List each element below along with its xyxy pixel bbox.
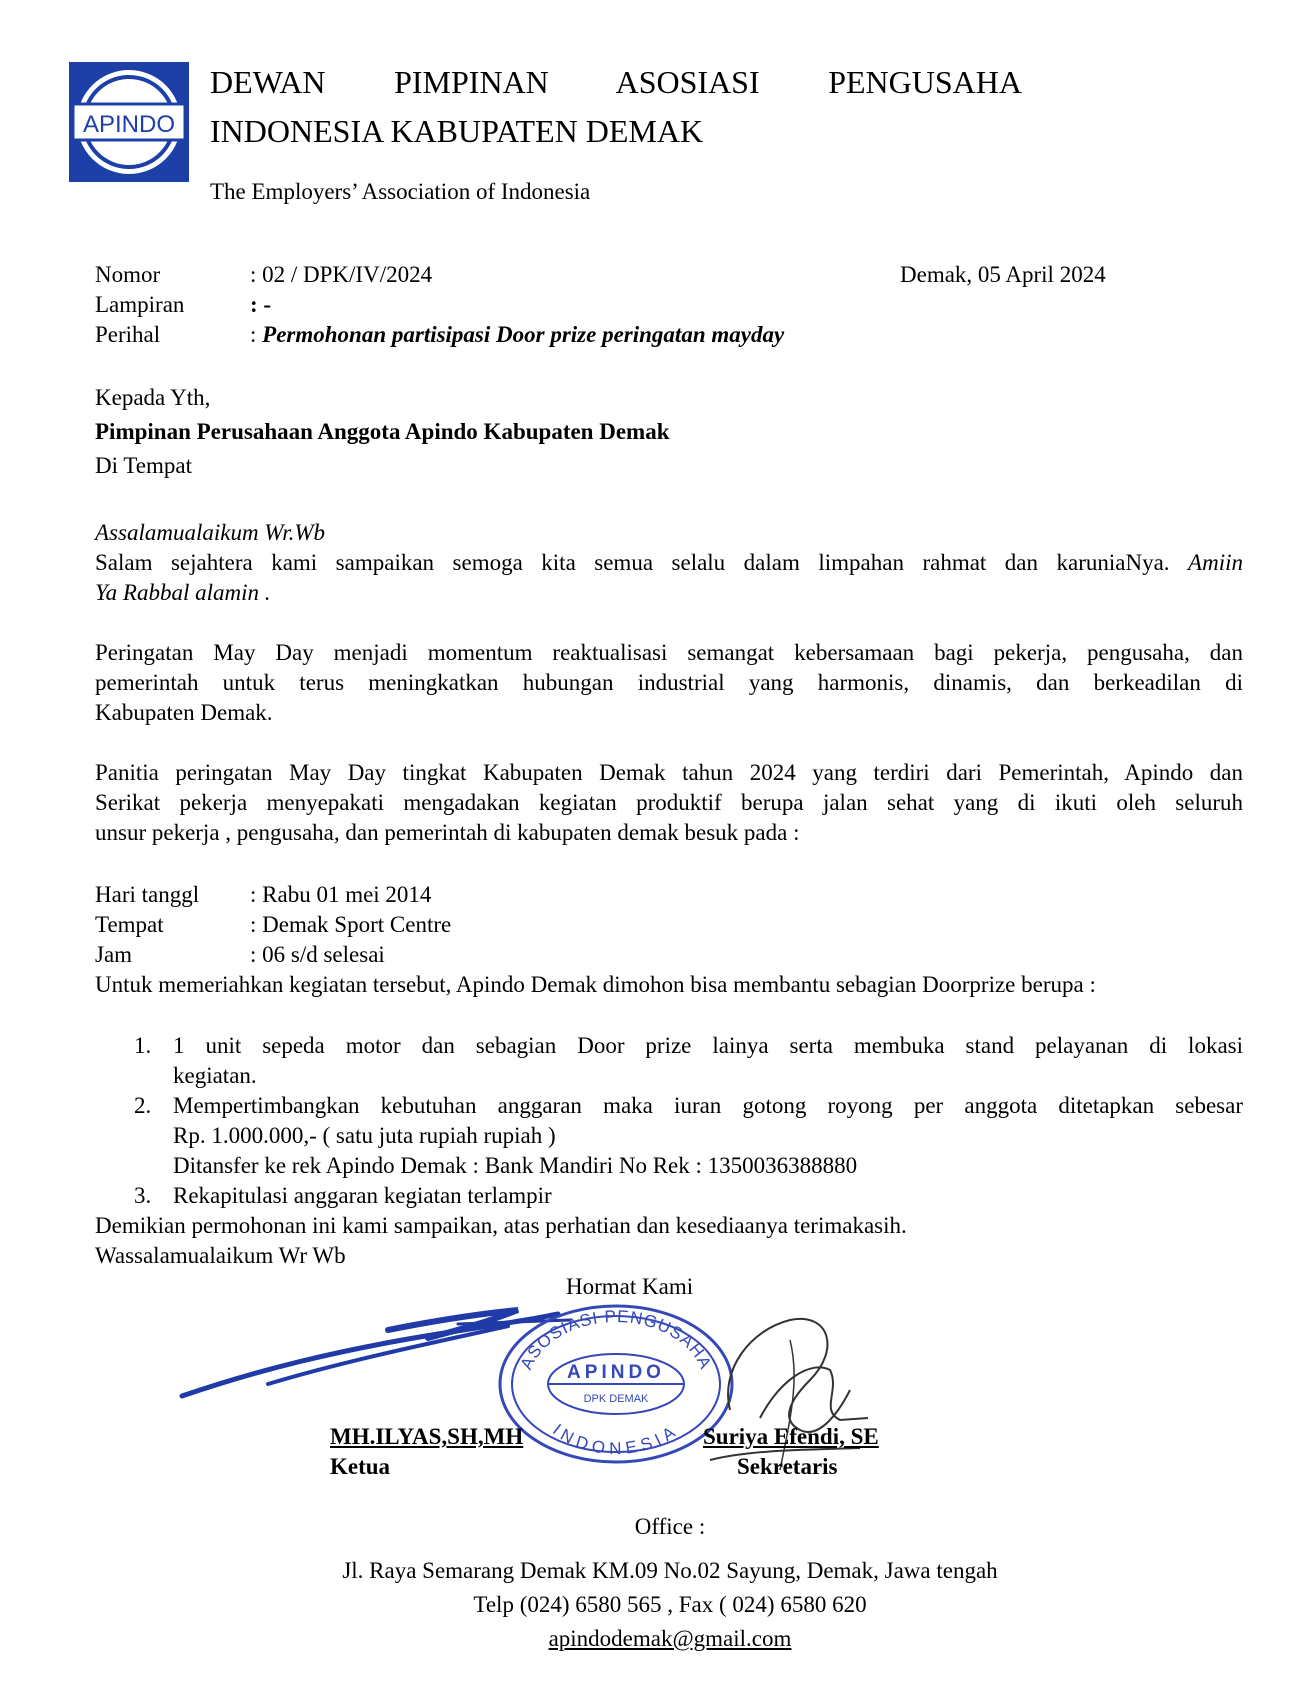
list-item-2-line2: Rp. 1.000.000,- ( satu juta rupiah rupiah )	[173, 1123, 556, 1148]
perihal-colon: :	[250, 322, 263, 347]
perihal-row	[250, 320, 784, 350]
office-phone: Telp (024) 6580 565 , Fax ( 024) 6580 620	[473, 1592, 867, 1617]
recipient-kepada: Kepada Yth,	[95, 385, 211, 410]
office-address: Jl. Raya Semarang Demak KM.09 No.02 Sayung, Demak, Jawa tengah	[342, 1558, 998, 1583]
hari-label: Hari tanggl	[95, 882, 200, 907]
lampiran-value: : -	[250, 292, 272, 317]
nomor-label: Nomor	[95, 262, 161, 287]
tempat-label: Tempat	[95, 912, 164, 937]
list-number-3: 3.	[134, 1183, 152, 1208]
recipient-place: Di Tempat	[95, 453, 192, 478]
salam-amiin: Amiin	[1188, 550, 1243, 575]
list-item-2-line1: Mempertimbangkan kebutuhan anggaran maka iuran gotong royong per anggota ditetapkan sebesar	[173, 1093, 1243, 1118]
logo-text: APINDO	[82, 111, 176, 138]
apindo-logo	[69, 62, 189, 182]
list-item-2-line3: Ditansfer ke rek Apindo Demak : Bank Mandiri No Rek : 1350036388880	[173, 1153, 858, 1178]
recipient-name: Pimpinan Perusahaan Anggota Apindo Kabupaten Demak	[95, 419, 670, 444]
list-item-1-line2: kegiatan.	[173, 1063, 257, 1088]
jam-label: Jam	[95, 942, 133, 967]
office-label: Office :	[634, 1514, 706, 1539]
sekretaris-name: Suriya Efendi, SE	[703, 1424, 879, 1449]
hormat-kami: Hormat Kami	[566, 1274, 694, 1299]
closing-line1: Demikian permohonan ini kami sampaikan, atas perhatian dan kesediaanya terimakasih.	[95, 1213, 907, 1238]
list-item-3: Rekapitulasi anggaran kegiatan terlampir	[173, 1183, 552, 1208]
org-tagline: The Employers’ Association of Indonesia	[210, 179, 591, 204]
para1-line2: pemerintah untuk terus meningkatkan hubungan industrial yang harmonis, dinamis, dan berkeadilan di	[95, 670, 1243, 695]
perihal-value: Permohonan partisipasi Door prize peringatan mayday	[262, 322, 785, 347]
tempat-value: : Demak Sport Centre	[250, 912, 452, 937]
svg-text:INDONESIA	[549, 1420, 683, 1458]
perihal-label: Perihal	[95, 322, 161, 347]
stamp-sub-text: DPK DEMAK	[583, 1393, 649, 1405]
jam-value: : 06 s/d selesai	[250, 942, 385, 967]
para2-line3: unsur pekerja , pengusaha, dan pemerintah di kabupaten demak besuk pada :	[95, 820, 800, 845]
list-item-1-line1: 1 unit sepeda motor dan sebagian Door prize lainya serta membuka stand pelayanan di lokasi	[173, 1033, 1243, 1058]
para1-line1: Peringatan May Day menjadi momentum reaktualisasi semangat kebersamaan bagi pekerja, pengusaha, dan	[95, 640, 1243, 665]
lampiran-label: Lampiran	[95, 292, 185, 317]
list-number-2: 2.	[134, 1093, 152, 1118]
para2-line2: Serikat pekerja menyepakati mengadakan kegiatan produktif berupa jalan sehat yang di ikuti oleh seluruh	[95, 790, 1243, 815]
sekretaris-role: Sekretaris	[737, 1454, 838, 1479]
stamp-bottom-text: INDONESIA	[549, 1420, 683, 1459]
list-number-1: 1.	[134, 1033, 152, 1058]
hari-value: : Rabu 01 mei 2014	[250, 882, 432, 907]
salam-text: Salam sejahtera kami sampaikan semoga kita semua selalu dalam limpahan rahmat dan karuniaNya.	[95, 550, 1170, 575]
org-name-line1: DEWAN PIMPINAN ASOSIASI PENGUSAHA	[210, 64, 1022, 100]
greeting: Assalamualaikum Wr.Wb	[95, 520, 325, 545]
stamp-center-text: APINDO	[567, 1362, 665, 1383]
letter-date: Demak, 05 April 2024	[900, 262, 1106, 287]
closing-line2: Wassalamualaikum Wr Wb	[95, 1243, 346, 1268]
salam-line2: Ya Rabbal alamin .	[95, 580, 271, 605]
ketua-name: MH.ILYAS,SH,MH	[330, 1424, 524, 1449]
salam-line1	[95, 548, 1243, 578]
ketua-role: Ketua	[330, 1454, 391, 1479]
para1-line3: Kabupaten Demak.	[95, 700, 273, 725]
doorprize-intro: Untuk memeriahkan kegiatan tersebut, Apindo Demak dimohon bisa membantu sebagian Doorprize berupa :	[95, 972, 1096, 997]
office-email[interactable]: apindodemak@gmail.com	[548, 1626, 792, 1651]
stamp-top-text: ASOSIASI PENGUSAHA	[516, 1306, 716, 1373]
nomor-value: : 02 / DPK/IV/2024	[250, 262, 433, 287]
org-name-line2: INDONESIA KABUPATEN DEMAK	[210, 113, 704, 149]
para2-line1: Panitia peringatan May Day tingkat Kabupaten Demak tahun 2024 yang terdiri dari Pemerintah, Apindo dan	[95, 760, 1243, 785]
